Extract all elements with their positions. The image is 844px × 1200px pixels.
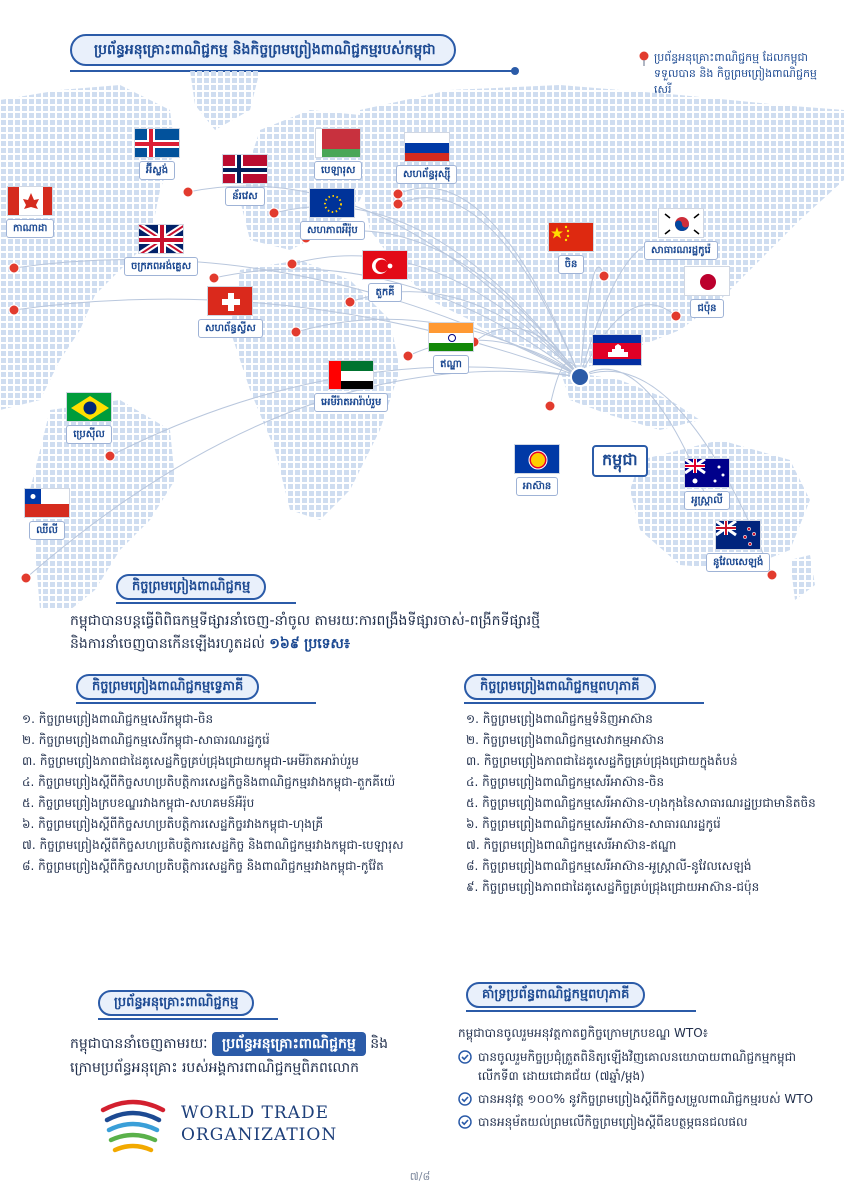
country-label-china: ចិន <box>558 255 585 274</box>
country-label-japan: ជប៉ុន <box>690 299 723 318</box>
pin-icon <box>269 208 279 218</box>
country-label-eu: សហភាពអឺរ៉ុប <box>300 221 365 240</box>
country-belarus <box>314 128 362 180</box>
list-item: ៩. កិច្ចព្រមព្រៀងភាពជាដៃគូសេដ្ឋកិច្ចគ្រប់ជ្រុងជ្រោយអាស៊ាន-ជប៉ុន <box>466 880 760 894</box>
list-item: ៥. កិច្ចព្រមព្រៀងពាណិជ្ជកម្មសេរីអាស៊ាន-ហុងកុងនៃសាធារណរដ្ឋប្រជាមានិតចិន <box>466 796 816 810</box>
list-item: ៣. កិច្ចព្រមព្រៀងភាពជាដៃគូសេដ្ឋកិច្ចគ្រប់ជ្រុងជ្រោយក្នុងតំបន់ <box>466 754 738 768</box>
fta-intro <box>70 610 770 656</box>
list-item: ១. កិច្ចព្រមព្រៀងពាណិជ្ជកម្មទំនិញអាស៊ាន <box>466 712 653 726</box>
pin-icon <box>393 199 403 209</box>
pin-icon <box>287 259 297 269</box>
pin-icon <box>209 273 219 283</box>
wto-logo-line-2: ORGANIZATION <box>181 1125 338 1145</box>
country-label-turkey: តួកគី <box>368 283 401 302</box>
list-item <box>458 1090 834 1109</box>
pin-icon <box>9 263 19 273</box>
gsp-text-a: កម្ពុជាបាននាំចេញតាមរយៈ <box>70 1036 208 1052</box>
wto-support-underline <box>466 1010 696 1012</box>
list-item: ៤. កិច្ចព្រមព្រៀងពាណិជ្ជកម្មសេរីអាស៊ាន-ចិន <box>466 775 665 789</box>
list-item <box>458 1113 834 1132</box>
list-item: ៧. កិច្ចព្រមព្រៀងពាណិជ្ជកម្មសេរីអាស៊ាន-ឥណ្ឌា <box>466 838 677 852</box>
country-iceland <box>134 128 180 180</box>
nz-flag-icon <box>715 520 761 550</box>
country-switzerland <box>198 286 263 338</box>
country-label-russia: សហព័ន្ធរុស្ស៊ី <box>396 165 457 184</box>
fta-heading: កិច្ចព្រមព្រៀងពាណិជ្ជកម្ម <box>116 574 266 600</box>
list-item: ៤. កិច្ចព្រមព្រៀងស្តីពីកិច្ចសហប្រតិបត្តិការសេដ្ឋកិច្ចនិងពាណិជ្ជកម្មរវាងកម្ពុជា-តួកគីយ៉េ <box>22 775 396 789</box>
gsp-text-c: ក្រោមប្រព័ន្ធអនុគ្រោះ របស់អង្គការពាណិជ្ជកម្មពិភពលោក <box>70 1060 360 1076</box>
country-china <box>548 222 594 274</box>
country-cambodia <box>592 334 642 366</box>
cambodia-label: កម្ពុជា <box>592 445 648 477</box>
belarus-flag-icon <box>315 128 361 158</box>
chile-flag-icon <box>24 488 70 518</box>
country-label-nz: នូវែលសេឡង់ <box>706 553 770 572</box>
wto-logo-text <box>181 1102 337 1146</box>
japan-flag-icon <box>684 266 730 296</box>
pin-icon <box>638 51 650 67</box>
pin-icon <box>183 187 193 197</box>
country-brazil <box>66 392 112 444</box>
switzerland-flag-icon <box>207 286 253 316</box>
list-item: ៧. កិច្ចព្រមព្រៀងស្តីពីកិច្ចសហប្រតិបត្តិការសេដ្ឋកិច្ច និងពាណិជ្ជកម្មរវាងកម្ពុជា-បេឡារុស <box>22 838 404 852</box>
list-item: ២. កិច្ចព្រមព្រៀងពាណិជ្ជកម្មសេវាកម្មអាស៊ាន <box>466 733 665 747</box>
china-flag-icon <box>548 222 594 252</box>
iceland-flag-icon <box>134 128 180 158</box>
country-australia <box>684 458 730 510</box>
check-circle-icon <box>458 1115 472 1129</box>
country-chile <box>24 488 70 540</box>
country-label-norway: ន័រវេស <box>225 187 264 206</box>
multilateral-list <box>466 710 838 899</box>
gsp-text-b: និង <box>370 1036 389 1052</box>
bilateral-heading: កិច្ចព្រមព្រៀងពាណិជ្ជកម្មទ្វេភាគី <box>76 674 259 700</box>
country-uk <box>124 224 198 276</box>
uk-flag-icon <box>138 224 184 254</box>
pin-icon <box>105 451 115 461</box>
country-label-iceland: អ៊ីស្លង់ <box>139 161 175 180</box>
page-number: ៧/៨ <box>409 1170 431 1183</box>
country-label-uk: ចក្រភពអង់គ្លេស <box>124 257 198 276</box>
list-item: ២. កិច្ចព្រមព្រៀងពាណិជ្ជកម្មសេរីកម្ពុជា-សាធារណរដ្ឋកូរ៉េ <box>22 733 270 747</box>
list-item-text: បានអនុវត្ត ១០០% នូវកិច្ចព្រមព្រៀងស្តីពីកិច្ចសម្រួលពាណិជ្ជកម្មរបស់ WTO <box>478 1092 814 1106</box>
country-asean <box>514 444 560 496</box>
russia-flag-icon <box>404 132 450 162</box>
pin-icon <box>599 271 609 281</box>
wto-support-heading: គាំទ្រប្រព័ន្ធពាណិជ្ជកម្មពហុភាគី <box>466 982 645 1008</box>
list-item: ៨. កិច្ចព្រមព្រៀងពាណិជ្ជកម្មសេរីអាស៊ាន-អូស្ត្រាលី-នូវែលសេឡង់ <box>466 859 752 873</box>
norway-flag-icon <box>222 154 268 184</box>
country-label-brazil: ប្រេស៊ីល <box>66 425 112 444</box>
country-eu <box>300 188 365 240</box>
country-norway <box>222 154 268 206</box>
pin-icon <box>545 401 555 411</box>
country-label-canada: កាណាដា <box>6 219 54 238</box>
gsp-heading: ប្រព័ន្ធអនុគ្រោះពាណិជ្ជកម្ម <box>98 990 254 1016</box>
world-map <box>0 70 844 610</box>
uae-flag-icon <box>328 360 374 390</box>
list-item-text: បានអនុម័តយល់ព្រមលើកិច្ចព្រមព្រៀងស្តីពីឧបត្ថម្ភធនជលផល <box>478 1115 748 1129</box>
bilateral-list <box>22 710 436 878</box>
country-label-belarus: បេឡារុស <box>314 161 362 180</box>
fta-underline <box>116 602 296 604</box>
wto-support-intro: កម្ពុជាបានចូលរួមអនុវត្តកាតព្វកិច្ចក្រោមក្របខណ្ឌ WTO៖ <box>458 1026 708 1040</box>
bilateral-underline <box>76 702 316 704</box>
pin-icon <box>403 351 413 361</box>
pin-icon <box>9 305 19 315</box>
pin-icon <box>345 297 355 307</box>
fta-intro-line-2 <box>70 633 770 656</box>
country-label-asean: អាស៊ាន <box>516 477 559 496</box>
asean-flag-icon <box>514 444 560 474</box>
country-japan <box>684 266 730 318</box>
eu-flag-icon <box>309 188 355 218</box>
check-circle-icon <box>458 1050 472 1064</box>
country-india <box>428 322 474 374</box>
cambodia-flag-icon <box>592 334 642 366</box>
country-nz <box>706 520 770 572</box>
country-label-switzerland: សហព័ន្ធស្វីស <box>198 319 263 338</box>
wto-logo-line-1: WORLD TRADE <box>181 1103 329 1123</box>
gsp-highlight: ប្រព័ន្ធអនុគ្រោះពាណិជ្ជកម្ម <box>212 1032 366 1056</box>
page-title: ប្រព័ន្ធអនុគ្រោះពាណិជ្ជកម្ម និងកិច្ចព្រមព្រៀងពាណិជ្ជកម្មរបស់កម្ពុជា <box>70 34 456 66</box>
list-item <box>458 1048 834 1086</box>
country-count-unit: ប្រទេស៖ <box>304 636 351 652</box>
gsp-underline <box>98 1018 278 1020</box>
country-label-india: ឥណ្ឌា <box>433 355 469 374</box>
country-canada <box>6 186 54 238</box>
country-turkey <box>362 250 408 302</box>
fta-intro-line-2-text: និងការនាំចេញបានកើនឡើងរហូតដល់ <box>70 636 265 652</box>
pin-icon <box>671 311 681 321</box>
turkey-flag-icon <box>362 250 408 280</box>
wto-logo <box>95 1092 375 1162</box>
country-label-uae: អេមីរ៉ាតអារ៉ាប់រួម <box>314 393 388 412</box>
country-label-chile: ឈីលី <box>29 521 65 540</box>
country-uae <box>314 360 388 412</box>
india-flag-icon <box>428 322 474 352</box>
country-korea <box>644 208 718 260</box>
multilateral-heading: កិច្ចព្រមព្រៀងពាណិជ្ជកម្មពហុភាគី <box>464 674 656 700</box>
pin-icon <box>291 327 301 337</box>
gsp-text <box>70 1032 430 1080</box>
list-item: ៣. កិច្ចព្រមព្រៀងភាពជាដៃគូសេដ្ឋកិច្ចគ្រប់ជ្រុងជ្រោយកម្ពុជា-អេមីរ៉ាតអារ៉ាប់រួម <box>22 754 359 768</box>
canada-flag-icon <box>7 186 53 216</box>
list-item: ៨. កិច្ចព្រមព្រៀងស្តីពីកិច្ចសហប្រតិបត្តិការសេដ្ឋកិច្ច និងពាណិជ្ជកម្មរវាងកម្ពុជា-កូវ៉ែត <box>22 859 384 873</box>
list-item: ៥. កិច្ចព្រមព្រៀងក្របខណ្ឌរវាងកម្ពុជា-សហគមន៍អឺរ៉ុប <box>22 796 255 810</box>
korea-flag-icon <box>658 208 704 238</box>
brazil-flag-icon <box>66 392 112 422</box>
country-label-korea: សាធារណរដ្ឋកូរ៉េ <box>644 241 718 260</box>
multilateral-underline <box>464 702 704 704</box>
country-label-australia: អូស្ត្រាលី <box>684 491 730 510</box>
list-item: ១. កិច្ចព្រមព្រៀងពាណិជ្ជកម្មសេរីកម្ពុជា-ចិន <box>22 712 214 726</box>
wto-support-list <box>458 1048 834 1136</box>
pin-icon <box>21 573 31 583</box>
list-item-text: បានចូលរួមកិច្ចប្រជុំត្រួតពិនិត្យឡើងវិញគោលនយោបាយពាណិជ្ជកម្មកម្ពុជា លើកទី៣ ដោយជោគជ័យ (៧ឆ្នាំ/ម្តង) <box>478 1050 797 1083</box>
pin-icon <box>393 189 403 199</box>
fta-intro-line-1: កម្ពុជាបានបន្តធ្វើពិពិធកម្មទីផ្សារនាំចេញ-នាំចូល តាមរយៈការពង្រឹងទីផ្សារចាស់-ពង្រីកទីផ្សារថ្មី <box>70 613 541 629</box>
list-item: ៦. កិច្ចព្រមព្រៀងពាណិជ្ជកម្មសេរីអាស៊ាន-សាធារណរដ្ឋកូរ៉េ <box>466 817 721 831</box>
australia-flag-icon <box>684 458 730 488</box>
cambodia-marker <box>571 368 589 386</box>
wto-emblem-icon <box>95 1092 171 1162</box>
list-item: ៦. កិច្ចព្រមព្រៀងស្តីពីកិច្ចសហប្រតិបត្តិការសេដ្ឋកិច្ចរវាងកម្ពុជា-ហុងគ្រី <box>22 817 324 831</box>
legend-text: ប្រព័ន្ធអនុគ្រោះពាណិជ្ជកម្ម ដែលកម្ពុជាទទួលបាន និង កិច្ចព្រមព្រៀងពាណិជ្ជកម្មសេរី <box>654 51 817 96</box>
country-count: ១៦៩ <box>269 636 300 652</box>
country-russia <box>396 132 457 184</box>
check-circle-icon <box>458 1092 472 1106</box>
